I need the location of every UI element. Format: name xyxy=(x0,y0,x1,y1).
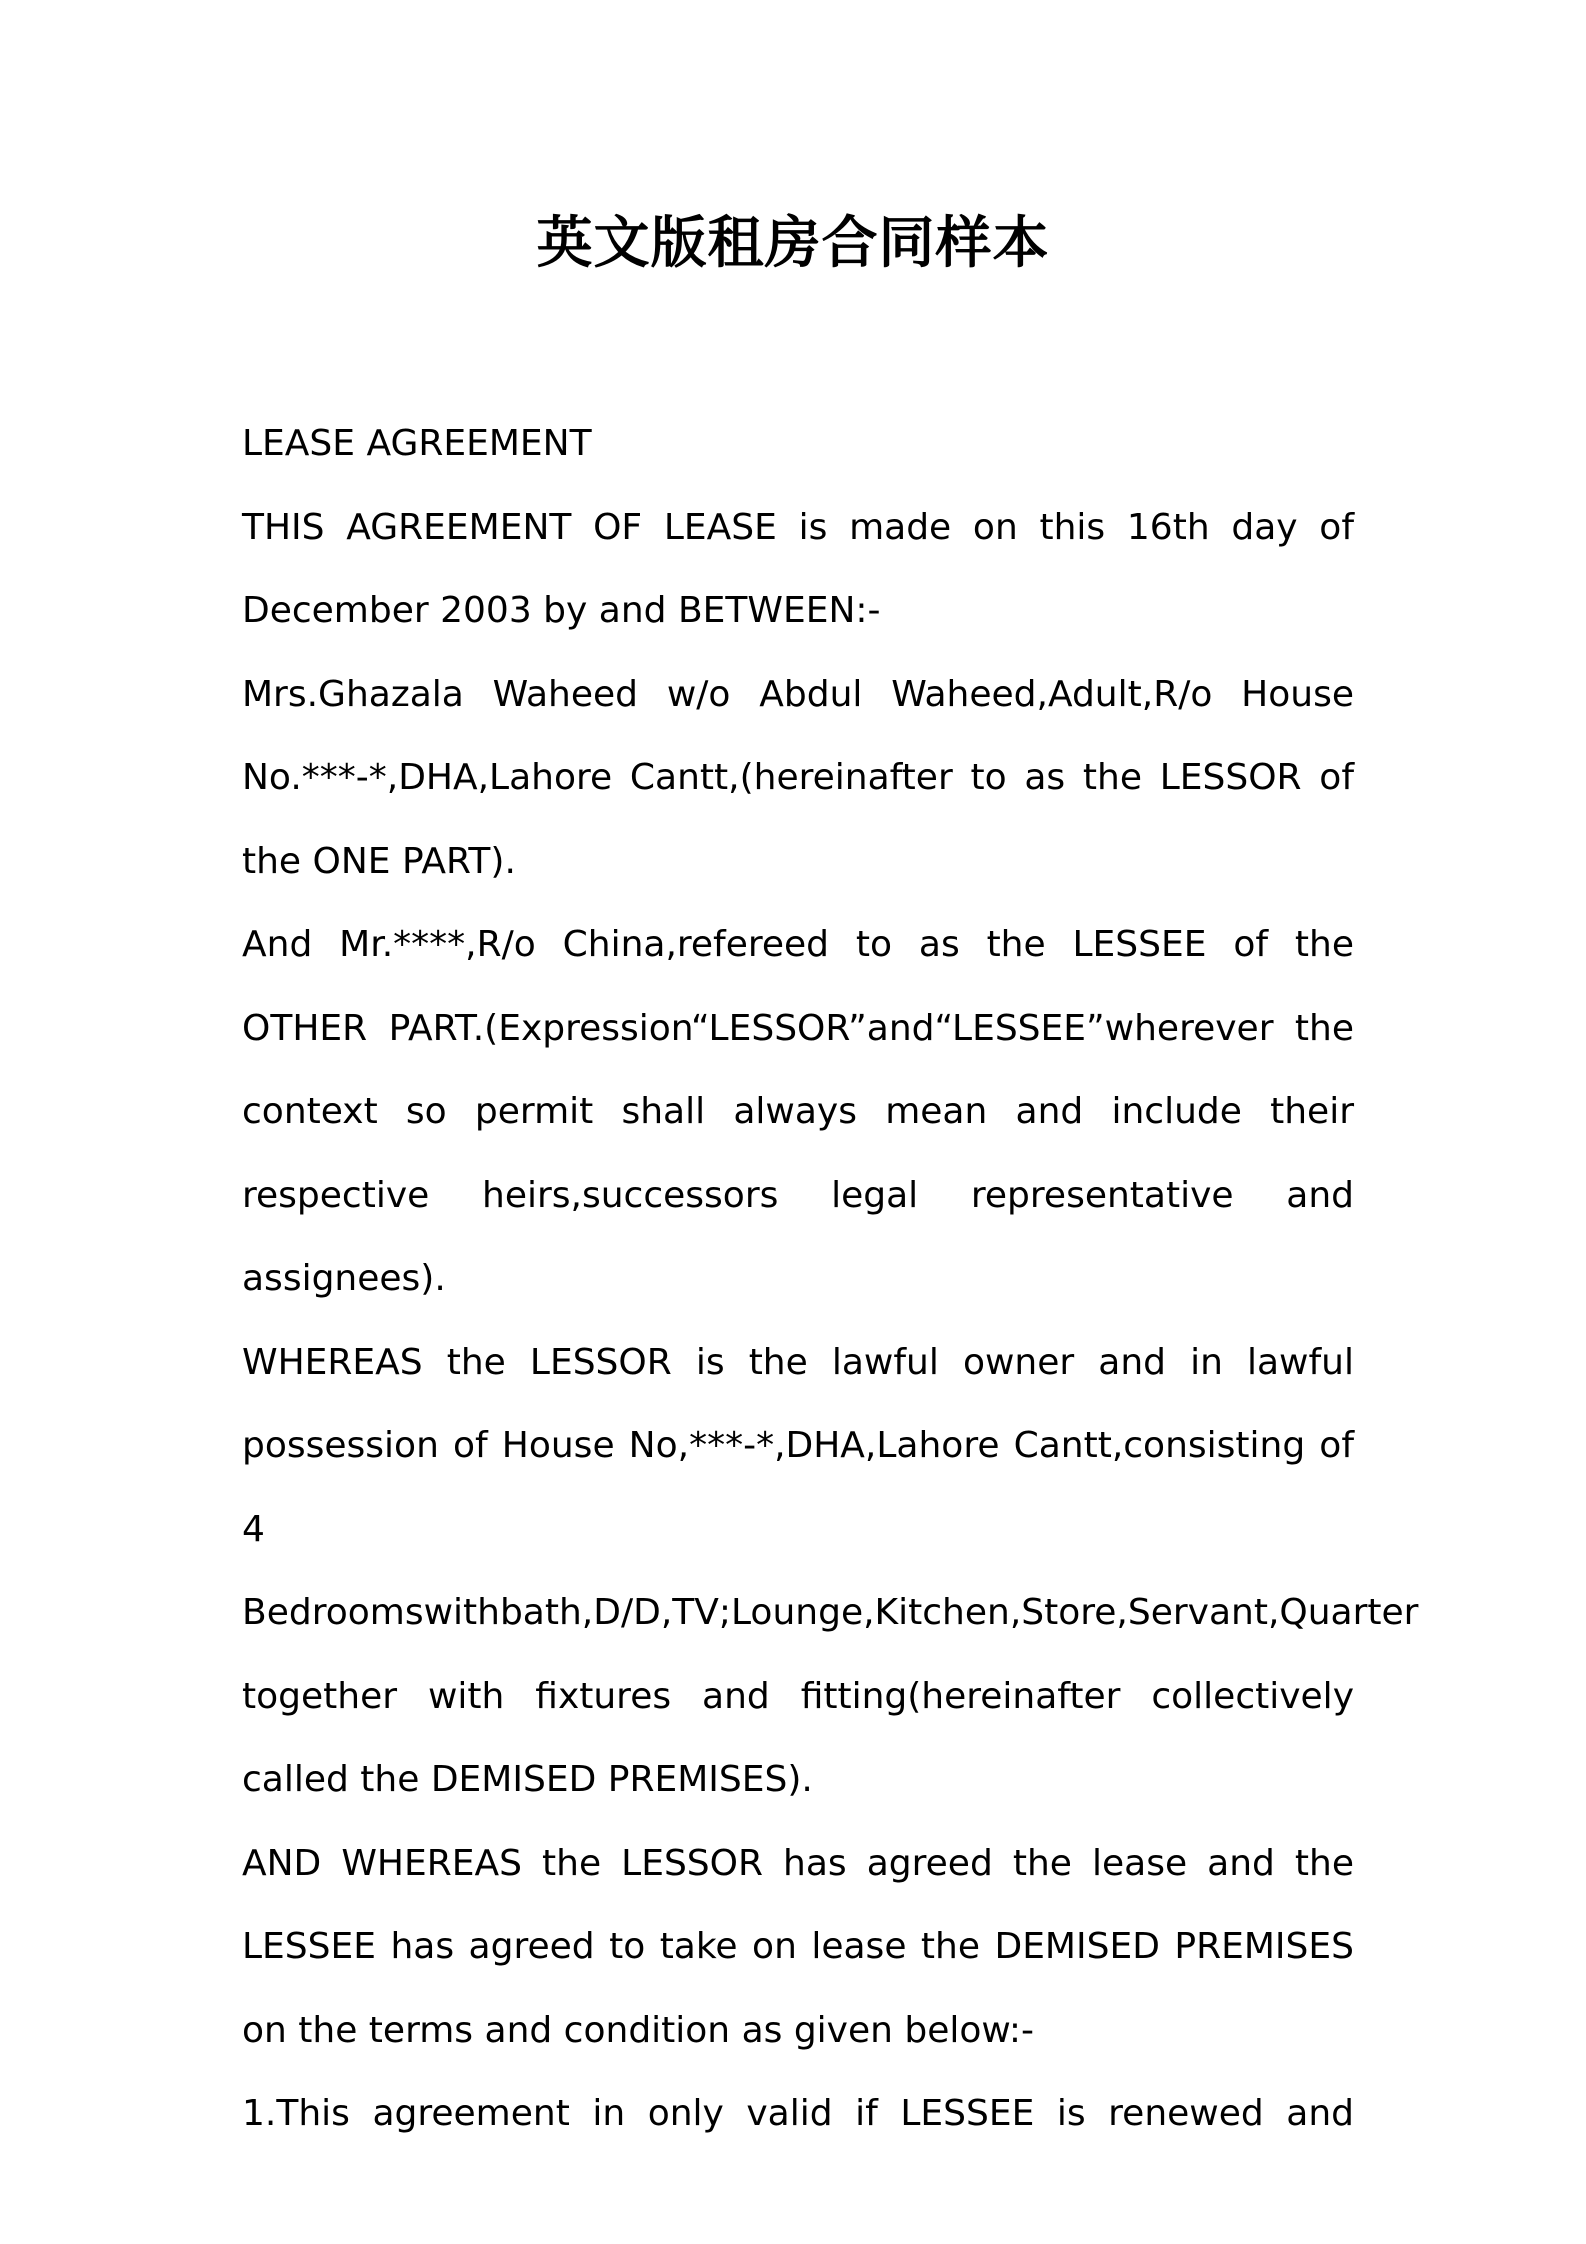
paragraph-whereas-owner: WHEREAS the LESSOR is the lawful owner and in lawful possession of House No,***-*,DHA,Lahore Cantt,consisting of 4 Bedroomswithbath,D/D,TV;Lounge,Kitchen,Store,Servant,Quarter together with fixtures and fitting(hereinafter collectively called the DEMISED PREMISES). xyxy=(242,1341,1419,1800)
lease-heading: LEASE AGREEMENT xyxy=(242,423,592,464)
document-body xyxy=(242,402,1419,2156)
paragraph-whereas-agreed: AND WHEREAS the LESSOR has agreed the lease and the LESSEE has agreed to take on lease the DEMISED PREMISES on the terms and condition as given below:- xyxy=(242,1842,1354,2051)
paragraph-clause-1: 1.This agreement in only valid if LESSEE is renewed and xyxy=(242,2093,1354,2134)
paragraph-lessee: And Mr.****,R/o China,refereed to as the LESSEE of the OTHER PART.(Expression“LESSOR”and“LESSEE”wherever the context so permit shall always mean and include their respective heirs,successors legal representative and assignees). xyxy=(242,924,1354,1299)
paragraph-lessor: Mrs.Ghazala Waheed w/o Abdul Waheed,Adult,R/o House No.***-*,DHA,Lahore Cantt,(hereinafter to as the LESSOR of the ONE PART). xyxy=(242,673,1354,882)
paragraph-agreement-date: THIS AGREEMENT OF LEASE is made on this 16th day of December 2003 by and BETWEEN:- xyxy=(242,506,1354,631)
document-title: 英文版租房合同样本 xyxy=(536,211,1050,276)
